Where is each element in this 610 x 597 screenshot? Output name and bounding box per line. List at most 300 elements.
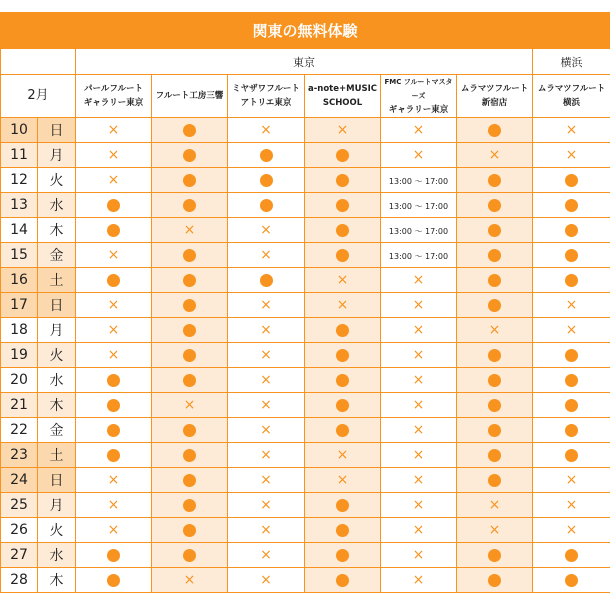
available-circle-icon — [488, 124, 501, 137]
availability-cell — [381, 518, 457, 543]
availability-cell — [76, 418, 152, 443]
available-circle-icon — [488, 249, 501, 262]
availability-cell — [305, 418, 381, 443]
available-circle-icon — [336, 174, 349, 187]
availability-cell — [457, 568, 533, 593]
weekday-cell: 土 — [38, 443, 76, 468]
availability-cell — [76, 493, 152, 518]
weekday-cell: 日 — [38, 468, 76, 493]
availability-cell — [457, 118, 533, 143]
availability-cell — [533, 243, 610, 268]
date-cell: 28 — [1, 568, 38, 593]
unavailable-cross-icon: × — [260, 422, 272, 438]
available-circle-icon — [260, 149, 273, 162]
date-cell: 21 — [1, 393, 38, 418]
available-circle-icon — [183, 474, 196, 487]
available-circle-icon — [183, 549, 196, 562]
availability-cell — [228, 293, 305, 318]
availability-cell — [152, 243, 228, 268]
schedule-row — [1, 393, 610, 418]
availability-cell — [305, 493, 381, 518]
shop-header: パールフルート ギャラリー東京 — [76, 75, 152, 118]
unavailable-cross-icon: × — [260, 372, 272, 388]
availability-cell — [533, 468, 610, 493]
unavailable-cross-icon: × — [488, 497, 501, 513]
schedule-row — [1, 218, 610, 243]
unavailable-cross-icon: × — [107, 172, 120, 188]
unavailable-cross-icon: × — [107, 247, 120, 263]
schedule-row — [1, 518, 610, 543]
date-cell: 19 — [1, 343, 38, 368]
available-circle-icon — [488, 299, 501, 312]
availability-cell — [152, 193, 228, 218]
date-cell: 14 — [1, 218, 38, 243]
date-cell: 23 — [1, 443, 38, 468]
weekday-cell: 火 — [38, 168, 76, 193]
unavailable-cross-icon: × — [565, 147, 578, 163]
availability-cell — [228, 268, 305, 293]
available-circle-icon — [107, 224, 120, 237]
available-circle-icon — [183, 124, 196, 137]
available-circle-icon — [183, 274, 196, 287]
availability-cell — [228, 368, 305, 393]
availability-cell — [533, 193, 610, 218]
available-circle-icon — [183, 499, 196, 512]
available-circle-icon — [488, 199, 501, 212]
available-circle-icon — [183, 174, 196, 187]
availability-cell — [305, 568, 381, 593]
availability-cell — [305, 293, 381, 318]
schedule-row — [1, 118, 610, 143]
schedule-row — [1, 543, 610, 568]
date-cell: 12 — [1, 168, 38, 193]
available-circle-icon — [183, 199, 196, 212]
availability-cell — [457, 343, 533, 368]
schedule-row — [1, 143, 610, 168]
unavailable-cross-icon: × — [336, 122, 349, 138]
available-circle-icon — [565, 349, 578, 362]
availability-cell — [76, 543, 152, 568]
available-circle-icon — [336, 574, 349, 587]
availability-cell — [533, 543, 610, 568]
unavailable-cross-icon: × — [107, 347, 120, 363]
unavailable-cross-icon: × — [107, 522, 120, 538]
availability-cell — [228, 568, 305, 593]
time-slot-text: 13:00 ～ 17:00 — [388, 252, 449, 261]
schedule-row — [1, 368, 610, 393]
availability-cell — [228, 443, 305, 468]
weekday-cell: 火 — [38, 343, 76, 368]
availability-cell — [152, 218, 228, 243]
availability-cell — [381, 468, 457, 493]
available-circle-icon — [336, 524, 349, 537]
availability-cell — [152, 268, 228, 293]
available-circle-icon — [107, 274, 120, 287]
availability-cell — [76, 118, 152, 143]
availability-cell — [305, 143, 381, 168]
availability-cell — [76, 343, 152, 368]
shop-header: ムラマツフルート 横浜 — [533, 75, 610, 118]
available-circle-icon — [183, 424, 196, 437]
available-circle-icon — [336, 149, 349, 162]
availability-cell — [381, 418, 457, 443]
available-circle-icon — [183, 374, 196, 387]
date-cell: 17 — [1, 293, 38, 318]
available-circle-icon — [488, 374, 501, 387]
available-circle-icon — [183, 324, 196, 337]
availability-cell — [152, 443, 228, 468]
availability-cell — [305, 268, 381, 293]
date-cell: 10 — [1, 118, 38, 143]
weekday-cell: 日 — [38, 118, 76, 143]
date-cell: 27 — [1, 543, 38, 568]
available-circle-icon — [565, 199, 578, 212]
availability-cell — [152, 418, 228, 443]
availability-cell — [381, 443, 457, 468]
availability-cell — [533, 443, 610, 468]
available-circle-icon — [488, 349, 501, 362]
available-circle-icon — [183, 149, 196, 162]
availability-cell — [457, 368, 533, 393]
available-circle-icon — [565, 174, 578, 187]
time-slot-text: 13:00 ～ 17:00 — [388, 202, 449, 211]
shop-header-row — [1, 75, 610, 118]
availability-cell — [228, 143, 305, 168]
weekday-cell: 火 — [38, 518, 76, 543]
availability-cell — [457, 268, 533, 293]
availability-cell — [533, 568, 610, 593]
date-cell: 22 — [1, 418, 38, 443]
unavailable-cross-icon: × — [412, 322, 425, 338]
availability-cell — [457, 518, 533, 543]
availability-cell — [152, 368, 228, 393]
availability-cell — [76, 518, 152, 543]
availability-cell — [533, 368, 610, 393]
unavailable-cross-icon: × — [412, 422, 425, 438]
schedule-row — [1, 318, 610, 343]
availability-cell — [228, 518, 305, 543]
availability-cell — [152, 118, 228, 143]
unavailable-cross-icon: × — [336, 447, 349, 463]
date-cell: 15 — [1, 243, 38, 268]
availability-cell — [305, 193, 381, 218]
availability-cell — [457, 318, 533, 343]
available-circle-icon — [488, 549, 501, 562]
available-circle-icon — [336, 249, 349, 262]
availability-cell — [228, 243, 305, 268]
schedule-row — [1, 468, 610, 493]
availability-cell — [305, 218, 381, 243]
blank-corner — [1, 49, 76, 75]
availability-cell — [533, 343, 610, 368]
schedule-row — [1, 568, 610, 593]
availability-cell — [457, 143, 533, 168]
availability-cell — [76, 268, 152, 293]
availability-cell — [228, 118, 305, 143]
date-cell: 25 — [1, 493, 38, 518]
available-circle-icon — [565, 574, 578, 587]
unavailable-cross-icon: × — [412, 397, 425, 413]
availability-cell — [76, 168, 152, 193]
date-cell: 13 — [1, 193, 38, 218]
availability-cell — [305, 468, 381, 493]
unavailable-cross-icon: × — [488, 322, 501, 338]
availability-cell — [228, 193, 305, 218]
date-cell: 16 — [1, 268, 38, 293]
availability-cell — [457, 543, 533, 568]
availability-cell — [457, 218, 533, 243]
availability-cell — [152, 568, 228, 593]
schedule-row — [1, 443, 610, 468]
available-circle-icon — [107, 399, 120, 412]
availability-cell — [152, 543, 228, 568]
page-title: 関東の無料体験 — [0, 12, 610, 48]
availability-cell — [533, 168, 610, 193]
available-circle-icon — [183, 449, 196, 462]
date-cell: 18 — [1, 318, 38, 343]
date-cell: 20 — [1, 368, 38, 393]
available-circle-icon — [107, 374, 120, 387]
availability-cell — [305, 368, 381, 393]
unavailable-cross-icon: × — [488, 522, 501, 538]
unavailable-cross-icon: × — [565, 522, 578, 538]
availability-cell — [228, 318, 305, 343]
available-circle-icon — [488, 474, 501, 487]
availability-cell — [381, 543, 457, 568]
unavailable-cross-icon: × — [488, 147, 501, 163]
availability-cell — [76, 568, 152, 593]
unavailable-cross-icon: × — [565, 472, 578, 488]
unavailable-cross-icon: × — [412, 347, 425, 363]
unavailable-cross-icon: × — [412, 122, 425, 138]
available-circle-icon — [260, 174, 273, 187]
available-circle-icon — [488, 399, 501, 412]
unavailable-cross-icon: × — [260, 347, 272, 363]
availability-cell — [76, 218, 152, 243]
available-circle-icon — [107, 549, 120, 562]
availability-cell — [381, 393, 457, 418]
availability-cell — [152, 393, 228, 418]
availability-cell — [76, 318, 152, 343]
available-circle-icon — [565, 374, 578, 387]
availability-cell — [305, 518, 381, 543]
availability-cell — [228, 543, 305, 568]
unavailable-cross-icon: × — [107, 472, 120, 488]
schedule-row — [1, 493, 610, 518]
availability-cell — [228, 418, 305, 443]
time-slot-text: 13:00 ～ 17:00 — [388, 177, 449, 186]
unavailable-cross-icon: × — [107, 497, 120, 513]
availability-cell — [76, 443, 152, 468]
unavailable-cross-icon: × — [183, 222, 196, 238]
unavailable-cross-icon: × — [107, 147, 120, 163]
availability-cell — [76, 193, 152, 218]
availability-cell — [76, 293, 152, 318]
weekday-cell: 月 — [38, 493, 76, 518]
availability-cell — [76, 393, 152, 418]
available-circle-icon — [565, 549, 578, 562]
availability-cell — [305, 543, 381, 568]
available-circle-icon — [565, 399, 578, 412]
shop-header: ミヤザワフルート アトリエ東京 — [228, 75, 305, 118]
date-cell: 26 — [1, 518, 38, 543]
weekday-cell: 月 — [38, 318, 76, 343]
available-circle-icon — [488, 224, 501, 237]
unavailable-cross-icon: × — [260, 472, 272, 488]
availability-cell — [381, 493, 457, 518]
availability-cell — [76, 243, 152, 268]
weekday-cell: 金 — [38, 418, 76, 443]
unavailable-cross-icon: × — [412, 472, 425, 488]
availability-cell — [381, 268, 457, 293]
availability-cell — [457, 418, 533, 443]
unavailable-cross-icon: × — [260, 122, 272, 138]
available-circle-icon — [565, 249, 578, 262]
unavailable-cross-icon: × — [412, 547, 425, 563]
schedule-row — [1, 243, 610, 268]
unavailable-cross-icon: × — [565, 297, 578, 313]
available-circle-icon — [183, 349, 196, 362]
schedule-row — [1, 293, 610, 318]
unavailable-cross-icon: × — [260, 297, 272, 313]
unavailable-cross-icon: × — [260, 222, 272, 238]
availability-cell — [76, 368, 152, 393]
unavailable-cross-icon: × — [260, 572, 272, 588]
unavailable-cross-icon: × — [412, 297, 425, 313]
availability-cell — [457, 168, 533, 193]
availability-cell — [381, 343, 457, 368]
availability-cell — [381, 118, 457, 143]
availability-cell — [533, 143, 610, 168]
available-circle-icon — [336, 224, 349, 237]
availability-cell — [152, 518, 228, 543]
available-circle-icon — [336, 374, 349, 387]
availability-cell — [457, 193, 533, 218]
weekday-cell: 木 — [38, 393, 76, 418]
unavailable-cross-icon: × — [183, 397, 196, 413]
availability-cell — [152, 493, 228, 518]
available-circle-icon — [336, 399, 349, 412]
available-circle-icon — [565, 274, 578, 287]
unavailable-cross-icon: × — [412, 522, 425, 538]
unavailable-cross-icon: × — [107, 322, 120, 338]
unavailable-cross-icon: × — [565, 497, 578, 513]
month-label: 2月 — [1, 75, 76, 118]
available-circle-icon — [565, 224, 578, 237]
availability-cell — [228, 343, 305, 368]
availability-cell — [152, 293, 228, 318]
availability-cell — [305, 318, 381, 343]
available-circle-icon — [183, 299, 196, 312]
available-circle-icon — [565, 449, 578, 462]
availability-cell — [76, 143, 152, 168]
unavailable-cross-icon: × — [412, 447, 425, 463]
unavailable-cross-icon: × — [565, 122, 578, 138]
availability-cell — [381, 193, 457, 218]
weekday-cell: 水 — [38, 543, 76, 568]
availability-cell — [381, 568, 457, 593]
date-cell: 11 — [1, 143, 38, 168]
available-circle-icon — [107, 424, 120, 437]
availability-cell — [152, 343, 228, 368]
availability-cell — [152, 468, 228, 493]
schedule-row — [1, 193, 610, 218]
available-circle-icon — [336, 349, 349, 362]
availability-cell — [533, 118, 610, 143]
available-circle-icon — [107, 574, 120, 587]
availability-cell — [457, 393, 533, 418]
availability-cell — [533, 518, 610, 543]
unavailable-cross-icon: × — [565, 322, 578, 338]
availability-cell — [457, 293, 533, 318]
availability-cell — [457, 468, 533, 493]
availability-cell — [533, 493, 610, 518]
availability-cell — [305, 393, 381, 418]
availability-cell — [228, 393, 305, 418]
unavailable-cross-icon: × — [412, 497, 425, 513]
weekday-cell: 金 — [38, 243, 76, 268]
availability-cell — [228, 218, 305, 243]
unavailable-cross-icon: × — [260, 547, 272, 563]
available-circle-icon — [336, 324, 349, 337]
availability-cell — [533, 218, 610, 243]
availability-cell — [381, 143, 457, 168]
unavailable-cross-icon: × — [260, 322, 272, 338]
availability-cell — [381, 368, 457, 393]
unavailable-cross-icon: × — [336, 472, 349, 488]
available-circle-icon — [107, 449, 120, 462]
unavailable-cross-icon: × — [412, 272, 425, 288]
available-circle-icon — [336, 549, 349, 562]
availability-cell — [228, 168, 305, 193]
availability-cell — [381, 218, 457, 243]
availability-cell — [381, 293, 457, 318]
unavailable-cross-icon: × — [412, 147, 425, 163]
available-circle-icon — [488, 274, 501, 287]
unavailable-cross-icon: × — [260, 522, 272, 538]
availability-cell — [228, 493, 305, 518]
trial-schedule-table — [0, 48, 610, 593]
available-circle-icon — [488, 174, 501, 187]
time-slot-text: 13:00 ～ 17:00 — [388, 227, 449, 236]
availability-cell — [305, 118, 381, 143]
schedule-row — [1, 418, 610, 443]
availability-cell — [533, 418, 610, 443]
available-circle-icon — [183, 524, 196, 537]
region-tokyo: 東京 — [76, 49, 533, 75]
availability-cell — [381, 168, 457, 193]
unavailable-cross-icon: × — [412, 372, 425, 388]
unavailable-cross-icon: × — [260, 447, 272, 463]
weekday-cell: 木 — [38, 218, 76, 243]
available-circle-icon — [488, 424, 501, 437]
unavailable-cross-icon: × — [260, 247, 272, 263]
availability-cell — [533, 318, 610, 343]
available-circle-icon — [336, 424, 349, 437]
weekday-cell: 水 — [38, 193, 76, 218]
availability-cell — [457, 493, 533, 518]
available-circle-icon — [488, 574, 501, 587]
weekday-cell: 日 — [38, 293, 76, 318]
availability-cell — [533, 268, 610, 293]
availability-cell — [533, 293, 610, 318]
availability-cell — [305, 443, 381, 468]
unavailable-cross-icon: × — [260, 397, 272, 413]
availability-cell — [152, 318, 228, 343]
availability-cell — [457, 243, 533, 268]
availability-cell — [305, 168, 381, 193]
availability-cell — [457, 443, 533, 468]
